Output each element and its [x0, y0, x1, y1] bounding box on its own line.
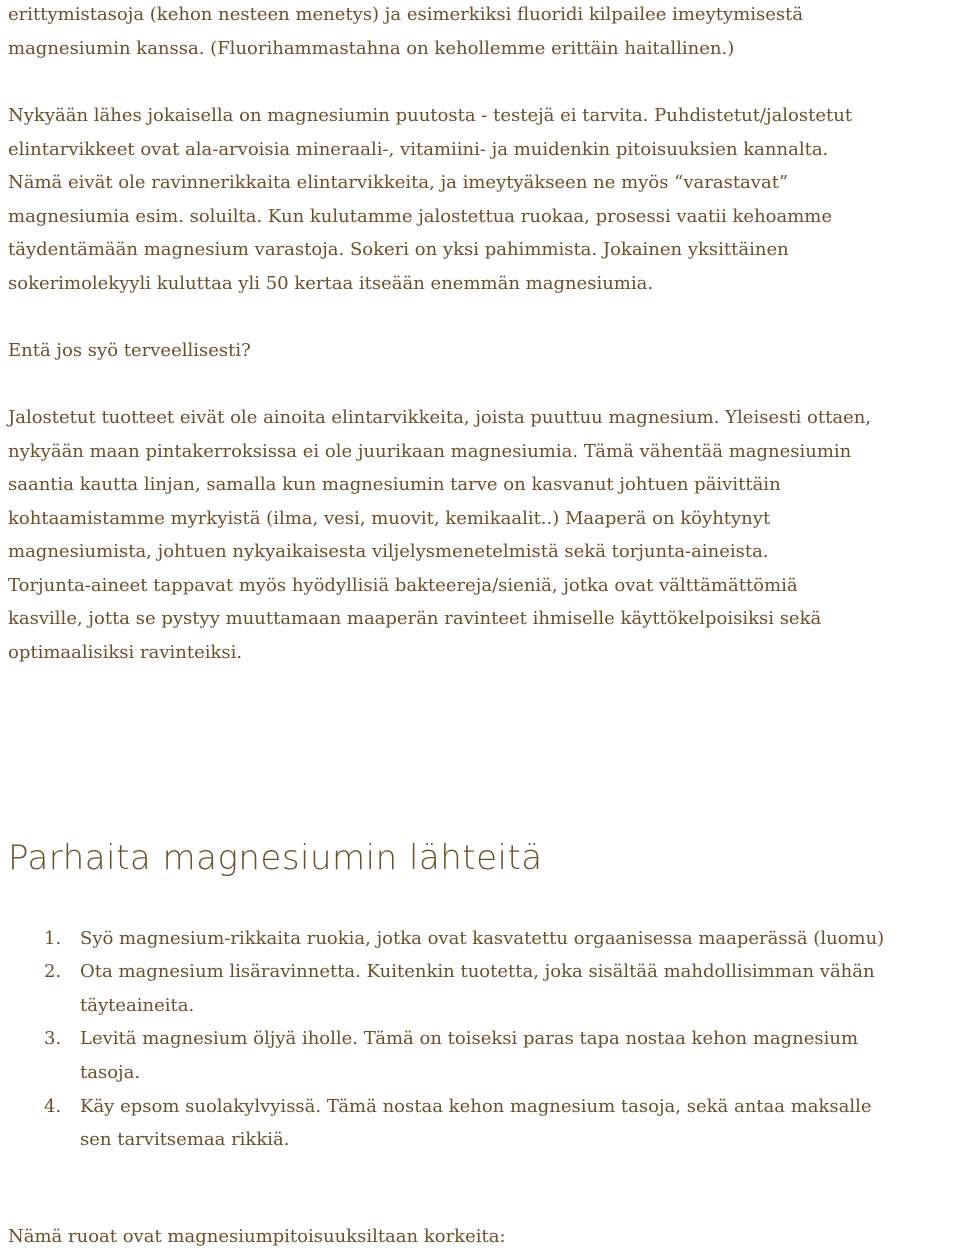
- paragraph-line: magnesiumia esim. soluilta. Kun kulutamme jalostettua ruokaa, prosessi vaatii kehoamme: [8, 206, 833, 227]
- intro-line: magnesiumin kanssa. (Fluorihammastahna on kehollemme erittäin haitallinen.): [8, 38, 735, 59]
- section-heading: Parhaita magnesiumin lähteitä: [8, 838, 543, 878]
- closing-line: Nämä ruoat ovat magnesiumpitoisuuksiltaan korkeita:: [8, 1226, 506, 1247]
- paragraph-line: täydentämään magnesium varastoja. Sokeri on yksi pahimmista. Jokainen yksittäinen: [8, 239, 789, 260]
- paragraph-line: Jalostetut tuotteet eivät ole ainoita elintarvikkeita, joista puuttuu magnesium. Yleisesti ottaen,: [8, 407, 872, 428]
- paragraph-line: nykyään maan pintakerroksissa ei ole juurikaan magnesiumia. Tämä vähentää magnesiumin: [8, 441, 852, 462]
- list-item-text: sen tarvitsemaa rikkiä.: [80, 1129, 290, 1150]
- paragraph-line: magnesiumista, johtuen nykyaikaisesta viljelysmenetelmistä sekä torjunta-aineista.: [8, 541, 769, 562]
- intro-line: erittymistasoja (kehon nesteen menetys) ja esimerkiksi fluoridi kilpailee imeytymisestä: [8, 4, 804, 25]
- list-number: 3.: [44, 1028, 62, 1049]
- list-item-text: Syö magnesium-rikkaita ruokia, jotka ovat kasvatettu orgaanisessa maaperässä (luomu): [80, 928, 885, 949]
- paragraph-line: optimaalisiksi ravinteiksi.: [8, 642, 243, 663]
- list-item-text: Levitä magnesium öljyä iholle. Tämä on toiseksi paras tapa nostaa kehon magnesium: [80, 1028, 859, 1049]
- paragraph-line: Nykyään lähes jokaisella on magnesiumin puutosta - testejä ei tarvita. Puhdistetut/jalostetut: [8, 105, 853, 126]
- list-item-text: Käy epsom suolakylvyissä. Tämä nostaa kehon magnesium tasoja, sekä antaa maksalle: [80, 1096, 872, 1117]
- list-item-text: Ota magnesium lisäravinnetta. Kuitenkin tuotetta, joka sisältää mahdollisimman vähän: [80, 961, 875, 982]
- list-number: 2.: [44, 961, 62, 982]
- paragraph-line: Nämä eivät ole ravinnerikkaita elintarvikkeita, ja imeytyäkseen ne myös “varastavat”: [8, 172, 789, 193]
- list-number: 1.: [44, 928, 62, 949]
- paragraph-line: elintarvikkeet ovat ala-arvoisia mineraali-, vitamiini- ja muidenkin pitoisuuksien kannalta.: [8, 139, 829, 160]
- question-line: Entä jos syö terveellisesti?: [8, 340, 251, 361]
- paragraph-line: saantia kautta linjan, samalla kun magnesiumin tarve on kasvanut johtuen päivittäin: [8, 474, 781, 495]
- list-item-text: täyteaineita.: [80, 995, 195, 1016]
- paragraph-line: Torjunta-aineet tappavat myös hyödyllisiä bakteereja/sieniä, jotka ovat välttämättömiä: [8, 575, 798, 596]
- paragraph-line: kasville, jotta se pystyy muuttamaan maaperän ravinteet ihmiselle käyttökelpoisiksi sekä: [8, 608, 822, 629]
- list-number: 4.: [44, 1096, 62, 1117]
- paragraph-line: sokerimolekyyli kuluttaa yli 50 kertaa itseään enemmän magnesiumia.: [8, 273, 654, 294]
- list-item-text: tasoja.: [80, 1062, 141, 1083]
- paragraph-line: kohtaamistamme myrkyistä (ilma, vesi, muovit, kemikaalit..) Maaperä on köyhtynyt: [8, 508, 771, 529]
